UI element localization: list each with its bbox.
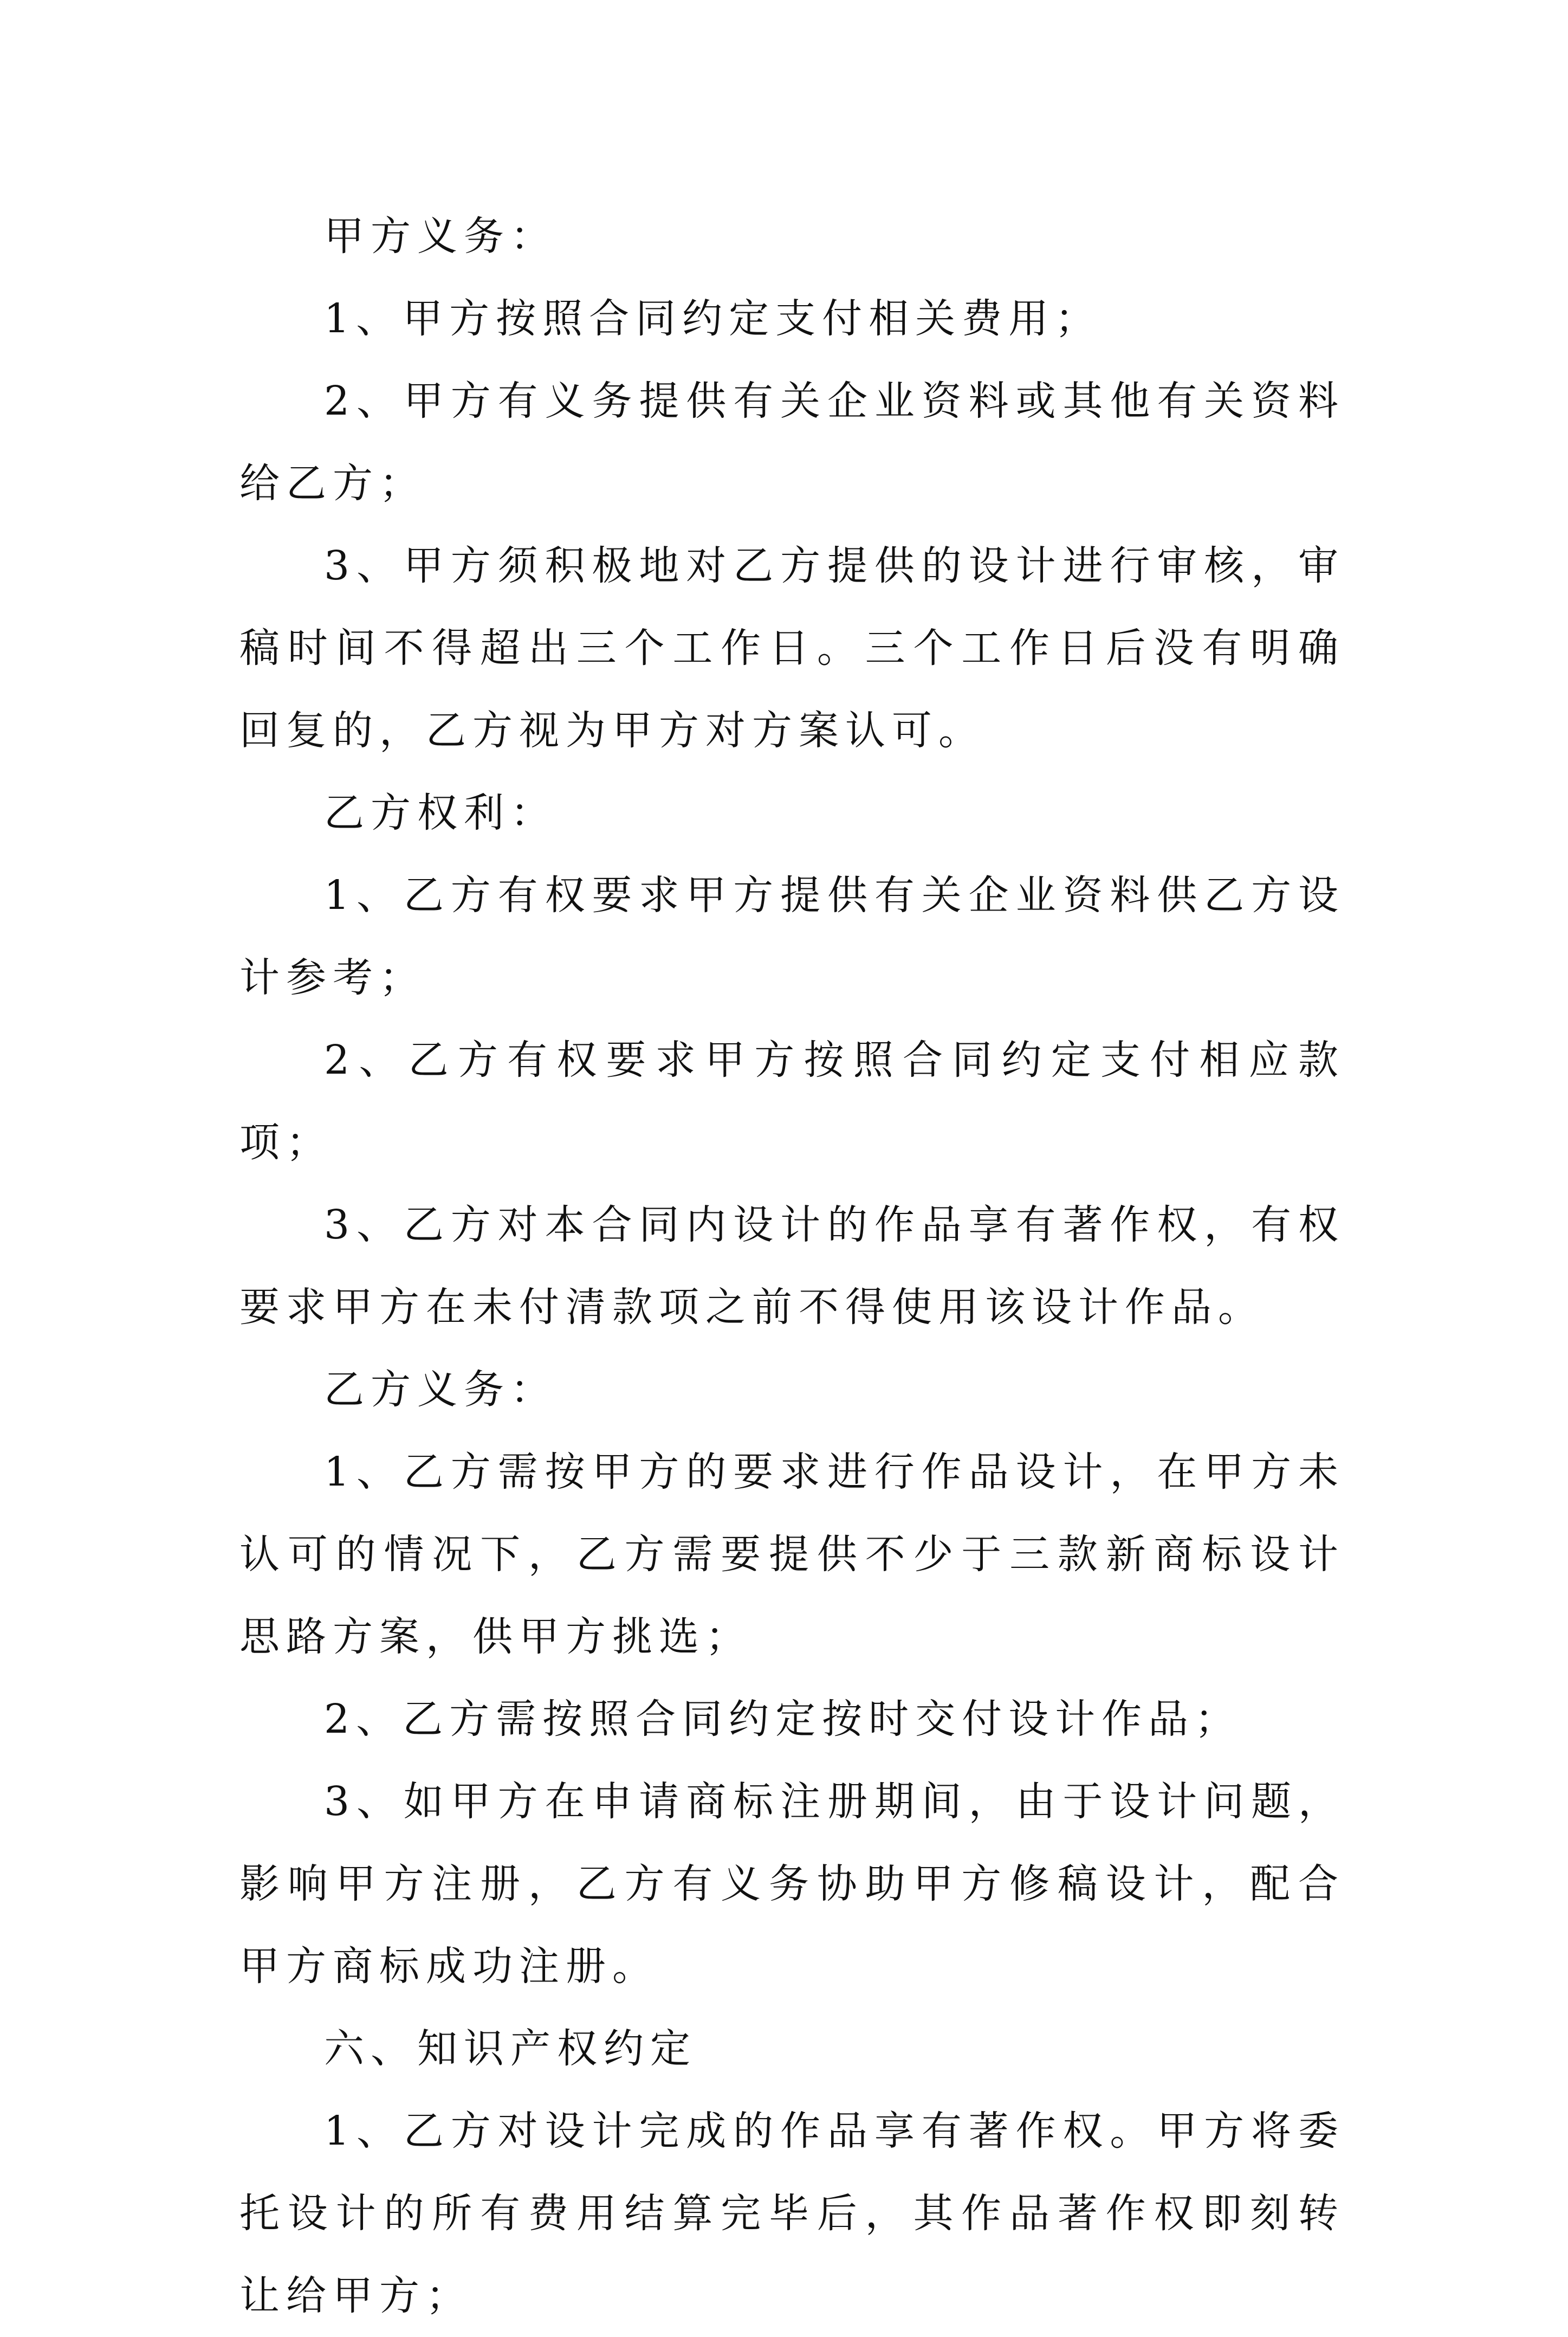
paragraph: 3、如甲方在申请商标注册期间，由于设计问题，影响甲方注册，乙方有义务协助甲方修稿设计，配合甲方商标成功注册。: [239, 1778, 1345, 1990]
paragraph: 1、乙方对设计完成的作品享有著作权。甲方将委托设计的所有费用结算完毕后，其作品著作权即刻转让给甲方；: [239, 2108, 1345, 2319]
document-body: [239, 195, 1345, 2337]
paragraph: 2、乙方有权要求甲方按照合同约定支付相应款项；: [239, 1037, 1345, 1166]
section-heading-party-b-rights: 乙方权利：: [324, 790, 557, 836]
paragraph: 1、甲方按照合同约定支付相关费用；: [324, 295, 1102, 342]
paragraph: 1、乙方有权要求甲方提供有关企业资料供乙方设计参考；: [239, 872, 1345, 1001]
paragraph: 2、甲方有义务提供有关企业资料或其他有关资料给乙方；: [239, 378, 1345, 507]
paragraph: 1、乙方需按甲方的要求进行作品设计，在甲方未认可的情况下，乙方需要提供不少于三款新商标设计思路方案，供甲方挑选；: [239, 1449, 1345, 1660]
section-heading-ip-agreement: 六、知识产权约定: [324, 2025, 697, 2072]
paragraph: 3、甲方须积极地对乙方提供的设计进行审核，审稿时间不得超出三个工作日。三个工作日后没有明确回复的，乙方视为甲方对方案认可。: [239, 543, 1345, 754]
paragraph: 3、乙方对本合同内设计的作品享有著作权，有权要求甲方在未付清款项之前不得使用该设计作品。: [239, 1202, 1345, 1331]
section-heading-party-b-obligations: 乙方义务：: [324, 1366, 557, 1413]
section-heading-party-a-obligations: 甲方义务：: [324, 213, 557, 260]
paragraph: 2、乙方需按照合同约定按时交付设计作品；: [324, 1696, 1242, 1742]
